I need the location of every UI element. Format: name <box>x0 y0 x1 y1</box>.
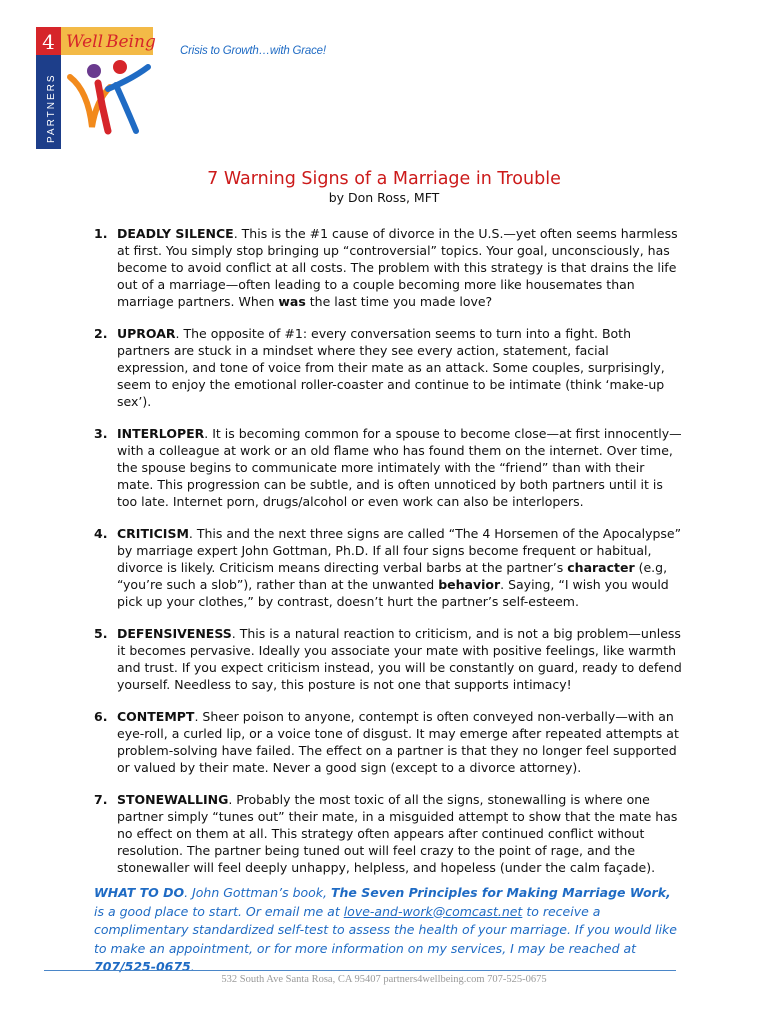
item-text: . Sheer poison to anyone, contempt is often conveyed non-verbally—with an eye-roll, a curled lip, or a voice tone of disgust. It may emerge after repeated attempts at problem-solving have failed. The effect on a partner is that they no longer feel supported or valued by their mate. Never a good sign (except to a divorce attorney). <box>117 709 679 775</box>
email-link[interactable]: love-and-work@comcast.net <box>343 903 523 919</box>
item-text: the last time you made love? <box>305 293 493 309</box>
what-to-do-text: is a good place to start. Or email me at <box>94 903 344 919</box>
item-number: 2. <box>94 326 108 342</box>
item-emphasis: character <box>567 559 635 575</box>
list-item <box>94 792 684 877</box>
logo-graphic <box>36 27 160 149</box>
item-heading: INTERLOPER <box>117 426 205 442</box>
item-text: . This is a natural reaction to criticism, and is not a big problem—unless it becomes pervasive. Ideally you associate your mate with positive feelings, like warmth and trust. If you expect criticism instead, you will be constantly on guard, ready to defend yourself. Needless to say, this posture is not one that supports intimacy! <box>117 626 682 692</box>
list-item <box>94 626 684 694</box>
what-to-do-text: to receive a complimentary standardized self-test to assess the health of your marriage. If you would like to make an appointment, or for more information on my services, I may be reached at <box>94 903 677 956</box>
item-text: . Saying, “I wish you would pick up your clothes,” by contrast, doesn’t hurt the partner’s self-esteem. <box>117 576 669 609</box>
logo-figure-head-2 <box>113 60 127 74</box>
item-number: 4. <box>94 526 108 542</box>
item-emphasis: behavior <box>438 576 501 592</box>
what-to-do-lead: WHAT TO DO <box>94 885 185 900</box>
item-text: . It is becoming common for a spouse to become close—at first innocently—with a colleague at work or an old flame who has found them on the internet. Over time, the spouse begins to communicate more intimately with the “friend” than with their mate. This progression can be subtle, and is often unnoticed by both partners until it is too late. Internet porn, drugs/alcohol or even work can also be interlopers. <box>117 426 682 509</box>
list-item <box>94 526 684 611</box>
logo-figure-head-1 <box>87 64 101 78</box>
footer-contact: 532 South Ave Santa Rosa, CA 95407 partners4wellbeing.com 707-525-0675 <box>221 974 547 985</box>
warning-signs-list <box>94 226 684 892</box>
logo <box>36 27 160 149</box>
logo-digit: 4 <box>42 30 55 54</box>
item-text: . The opposite of #1: every conversation seems to turn into a fight. Both partners are stuck in a mindset where they see every action, statement, facial expression, and tone of voice from their mate as an attack. Some couples, surprisingly, seem to enjoy the emotional roller-coaster and continue to be intimate (think ‘make-up sex’). <box>117 326 665 409</box>
item-heading: CONTEMPT <box>117 709 195 725</box>
page-title: 7 Warning Signs of a Marriage in Trouble <box>207 169 561 189</box>
list-item <box>94 326 684 411</box>
item-text: . Probably the most toxic of all the signs, stonewalling is where one partner simply “tunes out” their mate, in a misguided attempt to show that the mate has no effect on them at all. This strategy often appears after continued conflict without resolution. The partner being tuned out will feel crazy to the point of rage, and the stonewaller will feel deeply unhappy, helpless, and hopeless (under the calm façade). <box>117 792 678 875</box>
what-to-do-text: . <box>190 959 195 974</box>
item-heading: CRITICISM <box>117 526 189 542</box>
item-text: . This and the next three signs are called “The 4 Horsemen of the Apocalypse” by marriage expert John Gottman, Ph.D. If all four signs become frequent or habitual, divorce is likely. Criticism means directing verbal barbs at the partner’s <box>117 526 682 575</box>
item-heading: DEADLY SILENCE <box>117 226 234 241</box>
item-heading: STONEWALLING <box>117 792 229 808</box>
item-text: (e.g, “you’re such a slob”), rather than at the unwanted <box>117 559 668 592</box>
list-item <box>94 426 684 511</box>
item-number: 7. <box>94 792 108 808</box>
logo-vertical-text: PARTNERS <box>46 73 57 143</box>
what-to-do-paragraph <box>94 884 684 977</box>
item-heading: UPROAR <box>117 326 176 342</box>
list-item <box>94 709 684 777</box>
item-number: 5. <box>94 626 108 642</box>
item-heading: DEFENSIVENESS <box>117 626 232 642</box>
item-number: 1. <box>94 226 108 241</box>
item-number: 6. <box>94 709 108 725</box>
logo-word1: Well <box>66 32 104 52</box>
item-number: 3. <box>94 426 108 442</box>
what-to-do-text: . John Gottman’s book, <box>184 885 331 900</box>
footer-divider <box>44 970 676 971</box>
item-text: . This is the #1 cause of divorce in the U.S.—yet often seems harmless at first. You simply stop bringing up “controversial” topics. Your goal, unconsciously, has become to avoid conflict at all costs. The problem with this strategy is that drains the life out of a marriage—often leading to a couple becoming more like housemates than marriage partners. When <box>117 226 678 309</box>
phone-number: 707/525-0675 <box>94 959 191 974</box>
item-emphasis: was <box>278 293 306 309</box>
tagline: Crisis to Growth…with Grace! <box>180 45 326 57</box>
logo-figure-body-3 <box>116 85 136 131</box>
list-item <box>94 226 684 311</box>
byline: by Don Ross, MFT <box>328 190 440 205</box>
book-title: The Seven Principles for Making Marriage Work, <box>331 885 671 900</box>
logo-word2: Being <box>106 32 156 52</box>
